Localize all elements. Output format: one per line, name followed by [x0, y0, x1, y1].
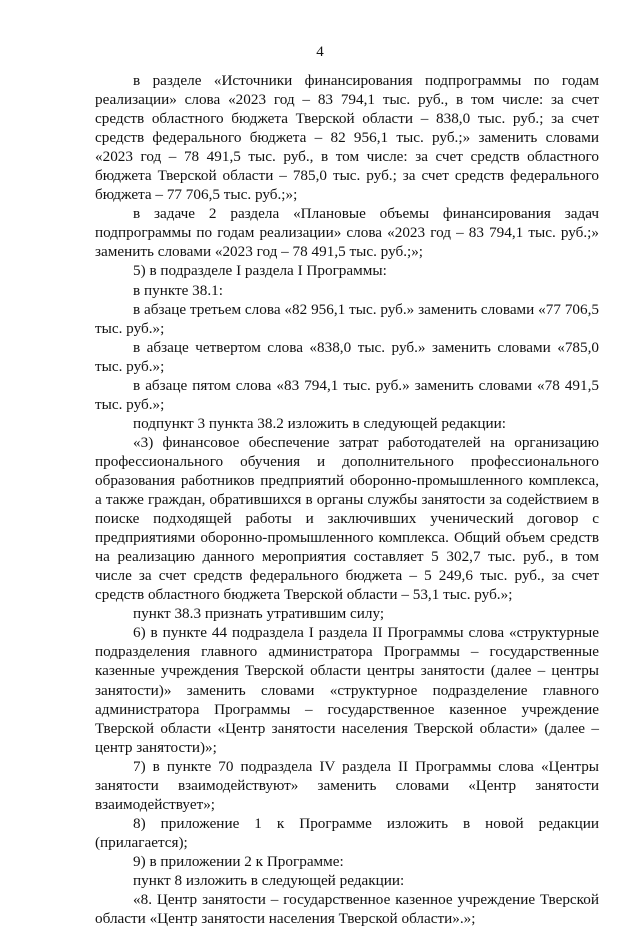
paragraph-point-8-intro: пункт 8 изложить в следующей редакции: — [133, 871, 405, 889]
paragraph-subpoint-3: подпункт 3 пункта 38.2 изложить в следующей редакции: — [133, 414, 506, 432]
page-number: 4 — [316, 44, 324, 60]
paragraph-abzac-4: в абзаце четвертом слова «838,0 тыс. руб.» заменить словами «785,0 тыс. руб.»; — [95, 338, 599, 375]
paragraph-quote-3: «3) финансовое обеспечение затрат работодателей на организацию профессионального обучения и дополнительного профессионального образования работников предприятий оборонно-промышленного комплекса, а также граждан, обратившихся в органы службы занятости за содействием в поиске подходящей работы и заключивших ученический договор с предприятиями оборонно-промышленного комплекса. Общий объем средств на реализацию данного мероприятия составляет 5 302,7 тыс. руб., в том числе за счет средств федерального бюджета – 5 249,6 тыс. руб., за счет средств областного бюджета Тверской области – 53,1 тыс. руб.»; — [95, 433, 599, 604]
document-body — [95, 71, 599, 928]
paragraph-item-5: 5) в подразделе I раздела I Программы: — [133, 262, 387, 280]
paragraph-item-6: 6) в пункте 44 подраздела I раздела II Программы слова «структурные подразделения главного администратора Программы – государственные казенные учреждения Тверской области центры занятости (далее – центры занятости)» заменить словами «структурное подразделение главного администратора Программы – государственное казенное учреждение Тверской области «Центр занятости населения Тверской области» (далее – центр занятости)»; — [95, 624, 599, 756]
paragraph-point-38-3: пункт 38.3 признать утратившим силу; — [133, 605, 385, 623]
paragraph-item-8: 8) приложение 1 к Программе изложить в новой редакции (прилагается); — [95, 814, 599, 851]
paragraph-abzac-3: в абзаце третьем слова «82 956,1 тыс. руб.» заменить словами «77 706,5 тыс. руб.»; — [95, 300, 599, 337]
paragraph-abzac-5: в абзаце пятом слова «83 794,1 тыс. руб.» заменить словами «78 491,5 тыс. руб.»; — [95, 376, 599, 413]
paragraph-point-38-1: в пункте 38.1: — [133, 281, 223, 299]
paragraph-task-2: в задаче 2 раздела «Плановые объемы финансирования задач подпрограммы по годам реализации» слова «2023 год – 83 794,1 тыс. руб.;» заменить словами «2023 год – 78 491,5 тыс. руб.;»; — [95, 205, 599, 261]
paragraph-funding-sources: в разделе «Источники финансирования подпрограммы по годам реализации» слова «2023 год – 83 794,1 тыс. руб., в том числе: за счет средств областного бюджета Тверской области – 838,0 тыс. руб.; за счет средств федерального бюджета – 82 956,1 тыс. руб.;» заменить словами «2023 год – 78 491,5 тыс. руб., в том числе: за счет средств областного бюджета Тверской области – 785,0 тыс. руб.; за счет средств федерального бюджета – 77 706,5 тыс. руб.;»; — [95, 72, 599, 204]
paragraph-item-9: 9) в приложении 2 к Программе: — [133, 852, 344, 870]
paragraph-quote-8: «8. Центр занятости – государственное казенное учреждение Тверской области «Центр занятости населения Тверской области».»; — [95, 891, 599, 928]
paragraph-item-7: 7) в пункте 70 подраздела IV раздела II Программы слова «Центры занятости взаимодействуют» заменить словами «Центр занятости взаимодействует»; — [95, 757, 599, 813]
